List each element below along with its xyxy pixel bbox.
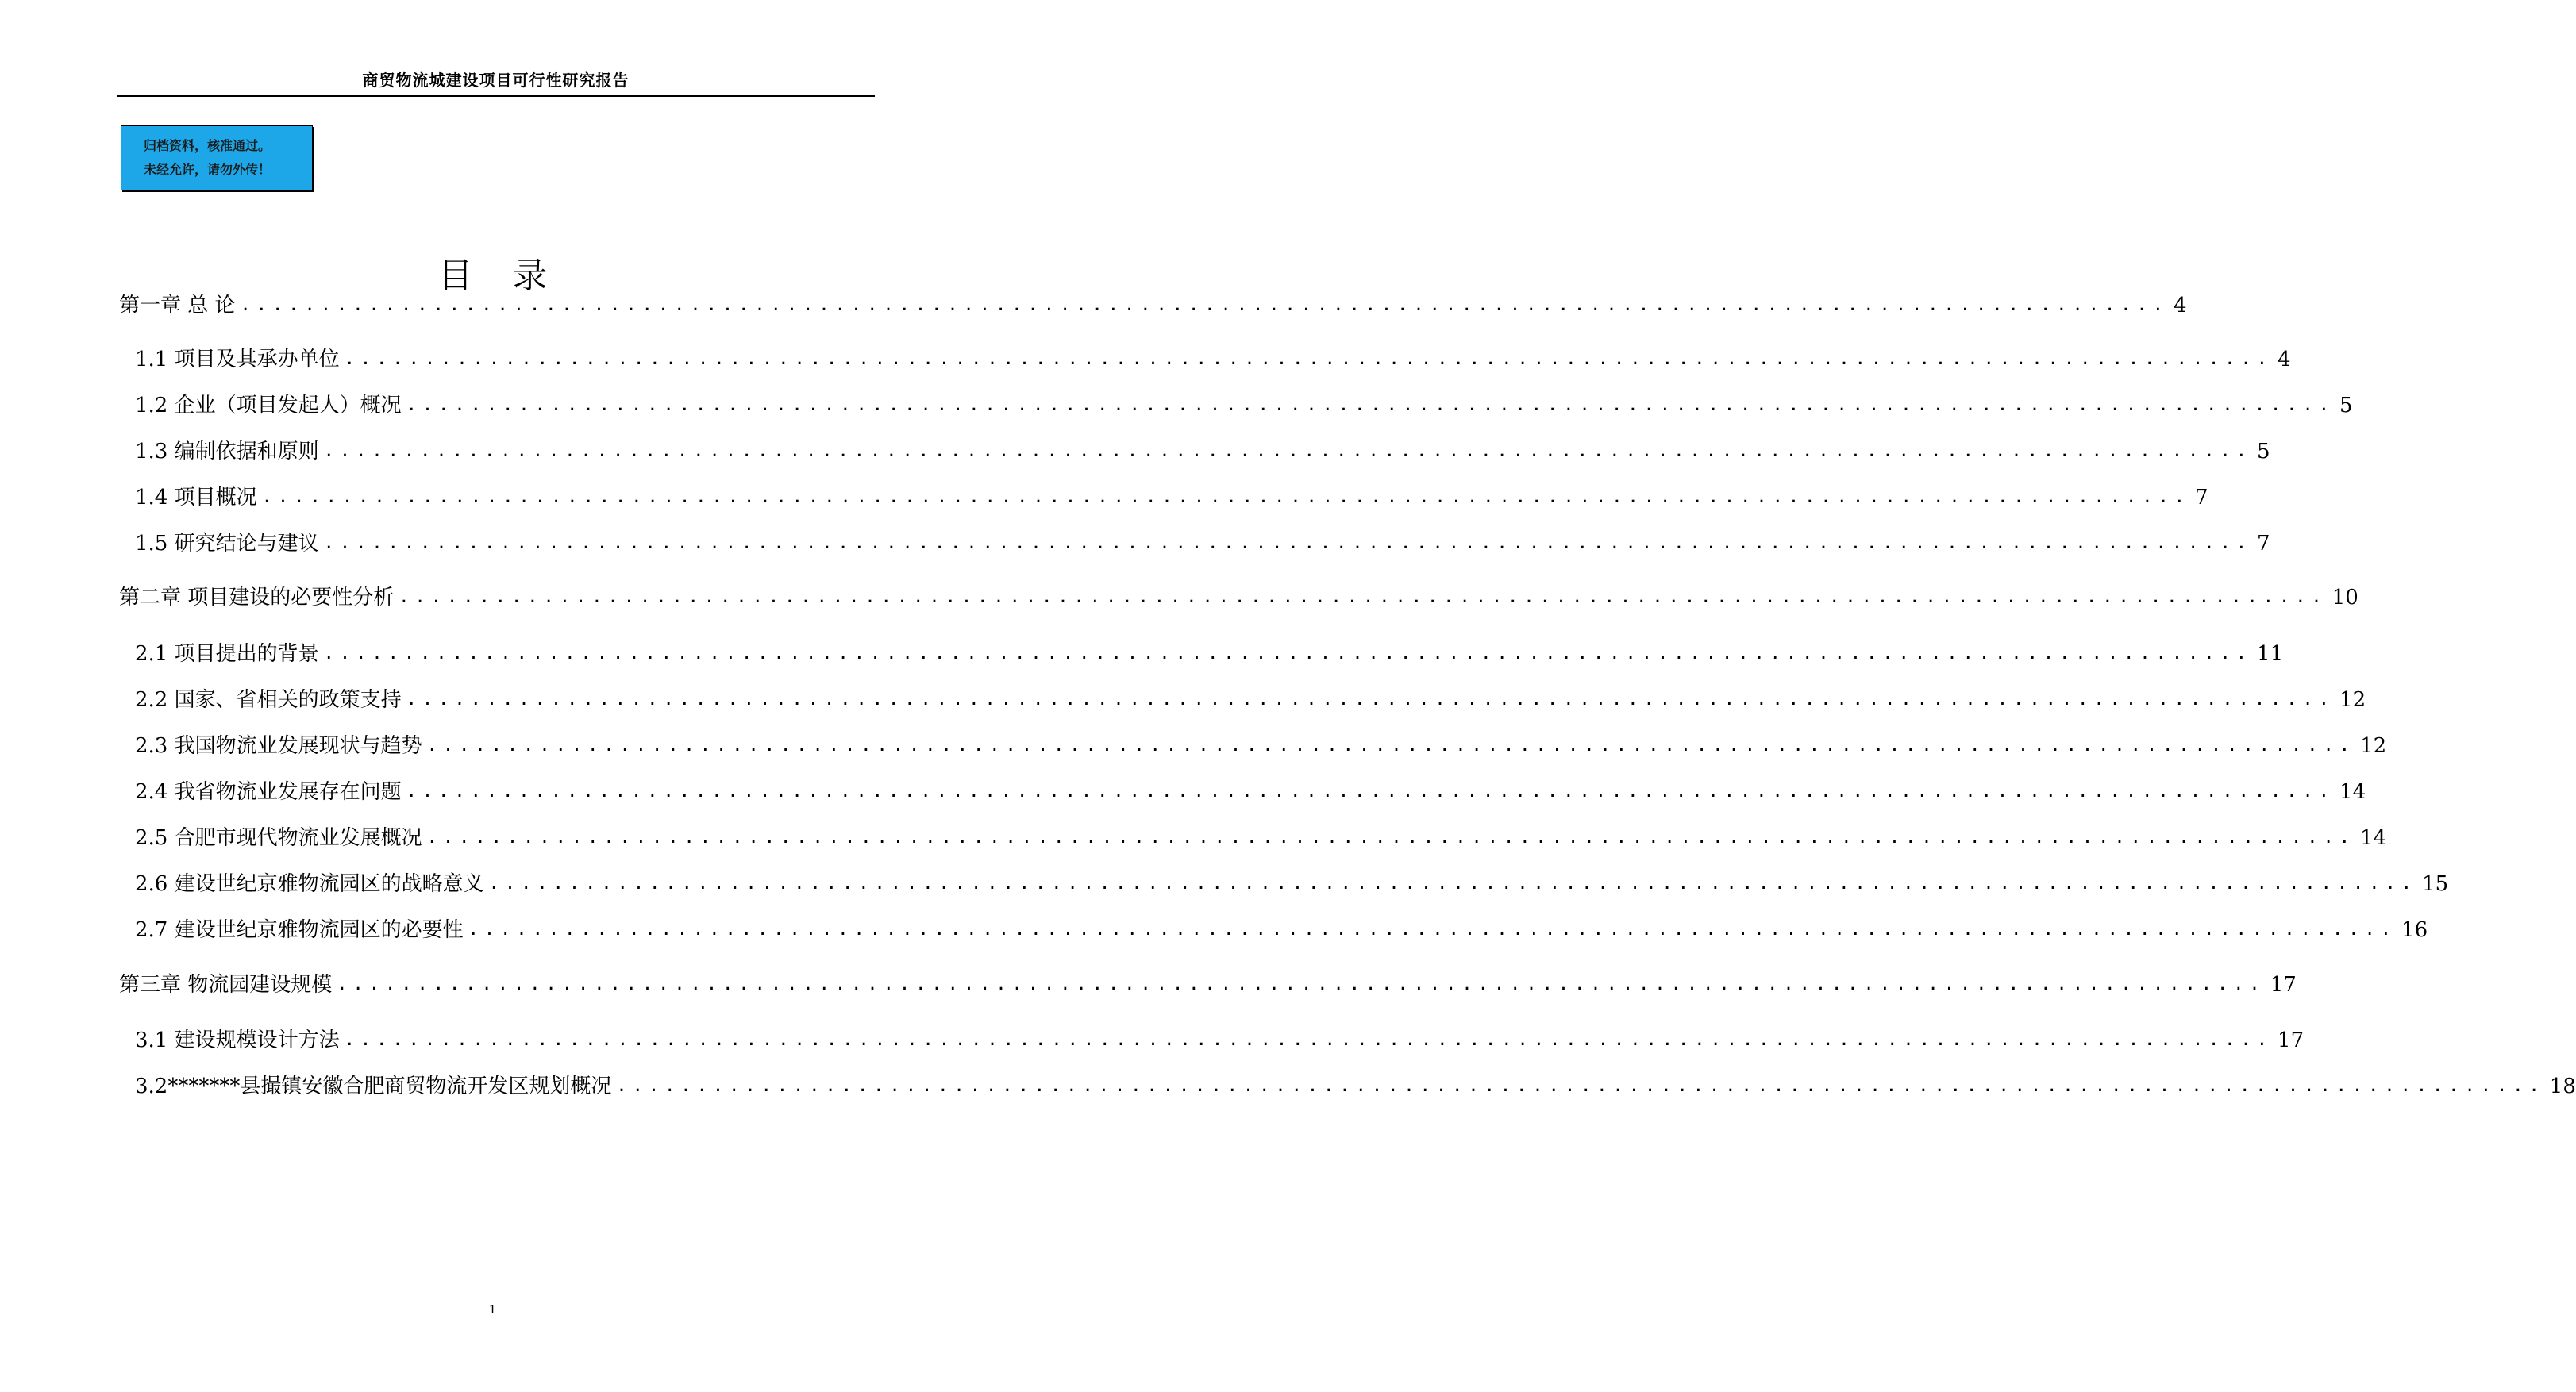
toc-entry[interactable]	[135, 1071, 2576, 1102]
toc-entry-label: 2.4 我省物流业发展存在问题	[135, 780, 402, 804]
page-number: 1	[488, 1302, 497, 1317]
toc-title: 目录	[437, 256, 587, 296]
toc-entry-page: 15	[2422, 872, 2449, 896]
toc-leader-dots: ........................................................................................................................	[468, 920, 2397, 940]
toc-entry-label: 2.6 建设世纪京雅物流园区的战略意义	[135, 872, 484, 896]
toc-leader-dots: ........................................................................................................................	[261, 487, 2191, 507]
toc-entry-label: 第一章 总 论	[119, 294, 236, 317]
toc-entry-page: 10	[2331, 586, 2358, 609]
toc-entry[interactable]	[135, 528, 2270, 559]
toc-entry[interactable]	[135, 776, 2366, 808]
toc-entry[interactable]	[119, 290, 2187, 321]
toc-entry-page: 18	[2549, 1075, 2576, 1098]
toc-entry-page: 12	[2360, 734, 2387, 758]
toc-entry-page: 11	[2257, 642, 2284, 666]
toc-entry[interactable]	[135, 390, 2353, 421]
stamp-line-2: 未经允许，请勿外传！	[144, 162, 271, 177]
toc-entry-page: 7	[2257, 532, 2270, 556]
stamp-line-1: 归档资料，核准通过。	[144, 138, 271, 153]
toc-entry[interactable]	[135, 914, 2428, 946]
toc-entry[interactable]	[119, 582, 2358, 613]
toc-leader-dots: ........................................................................................................................	[488, 874, 2418, 894]
toc-entry[interactable]	[119, 969, 2297, 1001]
toc-entry[interactable]	[135, 868, 2449, 900]
toc-entry[interactable]	[135, 1025, 2305, 1056]
toc-entry[interactable]	[135, 684, 2366, 716]
toc-leader-dots: ........................................................................................................................	[399, 587, 2328, 607]
toc-entry-page: 16	[2401, 918, 2428, 942]
toc-entry-page: 4	[2278, 348, 2291, 371]
toc-entry[interactable]	[135, 436, 2270, 467]
toc-entry-label: 2.3 我国物流业发展现状与趋势	[135, 734, 422, 758]
toc-entry[interactable]	[135, 482, 2208, 513]
toc-leader-dots: ........................................................................................................................	[323, 441, 2253, 461]
toc-entry-label: 1.2 企业（项目发起人）概况	[135, 394, 402, 417]
toc-leader-dots: ........................................................................................................................	[406, 395, 2335, 415]
toc-leader-dots: ........................................................................................................................	[406, 782, 2335, 802]
toc-leader-dots: ........................................................................................................................	[406, 690, 2335, 709]
toc-entry-label: 2.7 建设世纪京雅物流园区的必要性	[135, 918, 464, 942]
toc-entry[interactable]	[135, 638, 2284, 670]
toc-leader-dots: ........................................................................................................................	[616, 1076, 2545, 1096]
toc-entry-page: 14	[2339, 780, 2366, 804]
toc-leader-dots: ........................................................................................................................	[323, 644, 2253, 663]
toc-entry-page: 4	[2173, 294, 2187, 317]
toc-entry-page: 17	[2278, 1029, 2305, 1052]
report-title: 商贸物流城建设项目可行性研究报告	[362, 71, 630, 90]
toc-leader-dots: ........................................................................................................................	[344, 1030, 2274, 1050]
toc-entry-page: 5	[2339, 394, 2353, 417]
toc-entry-page: 7	[2195, 486, 2208, 510]
toc-entry-page: 17	[2270, 973, 2297, 997]
toc-entry-label: 第三章 物流园建设规模	[119, 973, 333, 997]
toc-entry-label: 2.2 国家、省相关的政策支持	[135, 688, 402, 712]
toc-entry-label: 3.2*******县撮镇安徽合肥商贸物流开发区规划概况	[135, 1075, 612, 1098]
toc-entry[interactable]	[135, 730, 2387, 762]
toc-leader-dots: ........................................................................................................................	[337, 975, 2266, 994]
toc-entry-label: 2.1 项目提出的背景	[135, 642, 319, 666]
toc-entry-label: 1.3 编制依据和原则	[135, 440, 319, 463]
toc-entry-page: 5	[2257, 440, 2270, 463]
toc-entry-label: 1.5 研究结论与建议	[135, 532, 319, 556]
toc-leader-dots: ........................................................................................................................	[240, 295, 2169, 315]
toc-entry-page: 14	[2360, 826, 2387, 850]
toc-entry-label: 1.4 项目概况	[135, 486, 257, 510]
toc-entry-label: 3.1 建设规模设计方法	[135, 1029, 340, 1052]
toc-entry-page: 12	[2339, 688, 2366, 712]
toc-entry-label: 第二章 项目建设的必要性分析	[119, 586, 395, 609]
toc-entry-label: 2.5 合肥市现代物流业发展概况	[135, 826, 422, 850]
toc-leader-dots: ........................................................................................................................	[323, 533, 2253, 553]
toc-leader-dots: ........................................................................................................................	[344, 349, 2274, 369]
toc-entry[interactable]	[135, 822, 2387, 854]
toc-entry[interactable]	[135, 344, 2291, 375]
toc-entry-label: 1.1 项目及其承办单位	[135, 348, 340, 371]
toc-leader-dots: ........................................................................................................................	[426, 736, 2356, 756]
toc-leader-dots: ........................................................................................................................	[426, 828, 2356, 848]
